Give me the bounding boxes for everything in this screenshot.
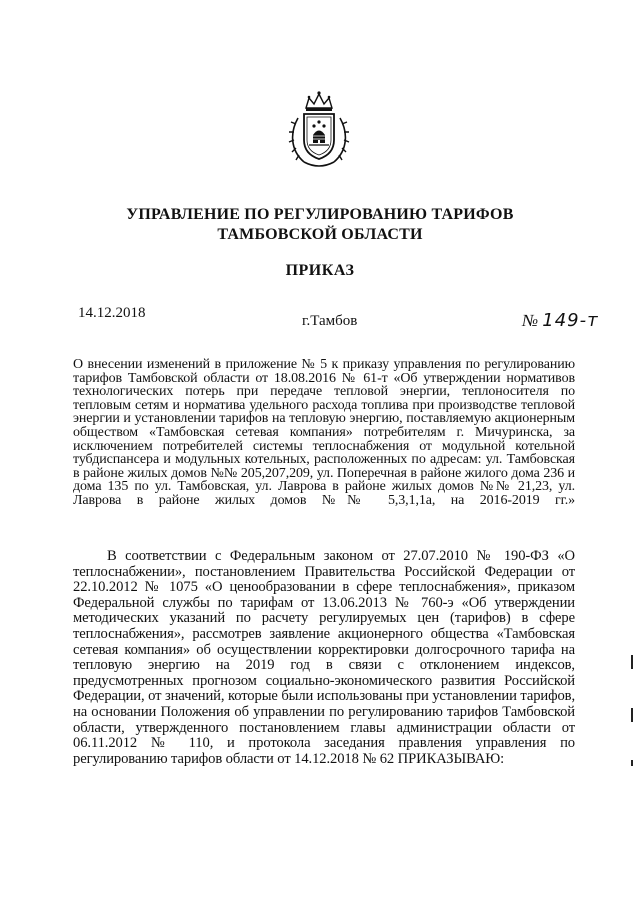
order-preamble: В соответствии с Федеральным законом от 27.07.2010 № 190-ФЗ «О теплоснабжении», постановлением Правительства Российской Федерации от 22.10.2012 № 1075 «О ценообразовании в сфере теплоснабжения», приказом Федеральной службы по тарифам от 13.06.2013 № 760-э «Об утверждении методических указаний по расчету регулируемых цен (тарифов) в сфере теплоснабжения», рассмотрев заявление акционерного общества «Тамбовская сетевая компания» об осуществлении корректировки долгосрочного тарифа на тепловую энергию на 2019 год в связи с отклонением индексов, предусмотренных прогнозом социально-экономического развития Российской Федерации, от значений, которые были использованы при установлении тарифов, на основании Положения об управлении по регулированию тарифов Тамбовской области, утвержденного постановлением главы администрации области от 06.11.2012 № 110, и протокола заседания правления управления по регулированию тарифов области от 14.12.2018 № 62 ПРИКАЗЫВАЮ: [73, 548, 575, 767]
scan-edge-mark [631, 655, 633, 669]
document-date: 14.12.2018 [78, 305, 146, 321]
scan-edge-mark [631, 708, 633, 722]
handwritten-number: 149-т [542, 310, 599, 331]
authority-name-line-2: ТАМБОВСКОЙ ОБЛАСТИ [217, 226, 423, 243]
document-number [522, 310, 599, 331]
order-subject: О внесении изменений в приложение № 5 к приказу управления по регулированию тарифов Тамбовской области от 18.08.2016 № 61-т «Об утверждении нормативов технологических потерь при передаче тепловой энергии, теплоносителя по тепловым сетям и норматива удельного расхода топлива при производстве тепловой энергии и установлении тарифов на тепловую энергию, поставляемую акционерным обществом «Тамбовская сетевая компания» потребителям г. Мичуринска, за исключением потребителей системы теплоснабжения от модульной котельной тубдиспансера и модульных котельных, расположенных по адресам: ул. Тамбовская в районе жилых домов №№ 205,207,209, ул. Поперечная в районе жилого дома 236 и дома 135 по ул. Тамбовская, ул. Лаврова в районе жилых домов №№ 21,23, ул. Лаврова в районе жилых домов №№ 5,3,1,1а, на 2016-2019 гг.» [73, 357, 575, 508]
authority-name-line-1: УПРАВЛЕНИЕ ПО РЕГУЛИРОВАНИЮ ТАРИФОВ [126, 206, 514, 223]
number-sign: № [522, 311, 539, 330]
document-type-title: ПРИКАЗ [285, 262, 355, 279]
document-city: г.Тамбов [302, 313, 358, 329]
scan-edge-mark [631, 760, 633, 766]
coat-of-arms-emblem-icon [284, 88, 354, 172]
